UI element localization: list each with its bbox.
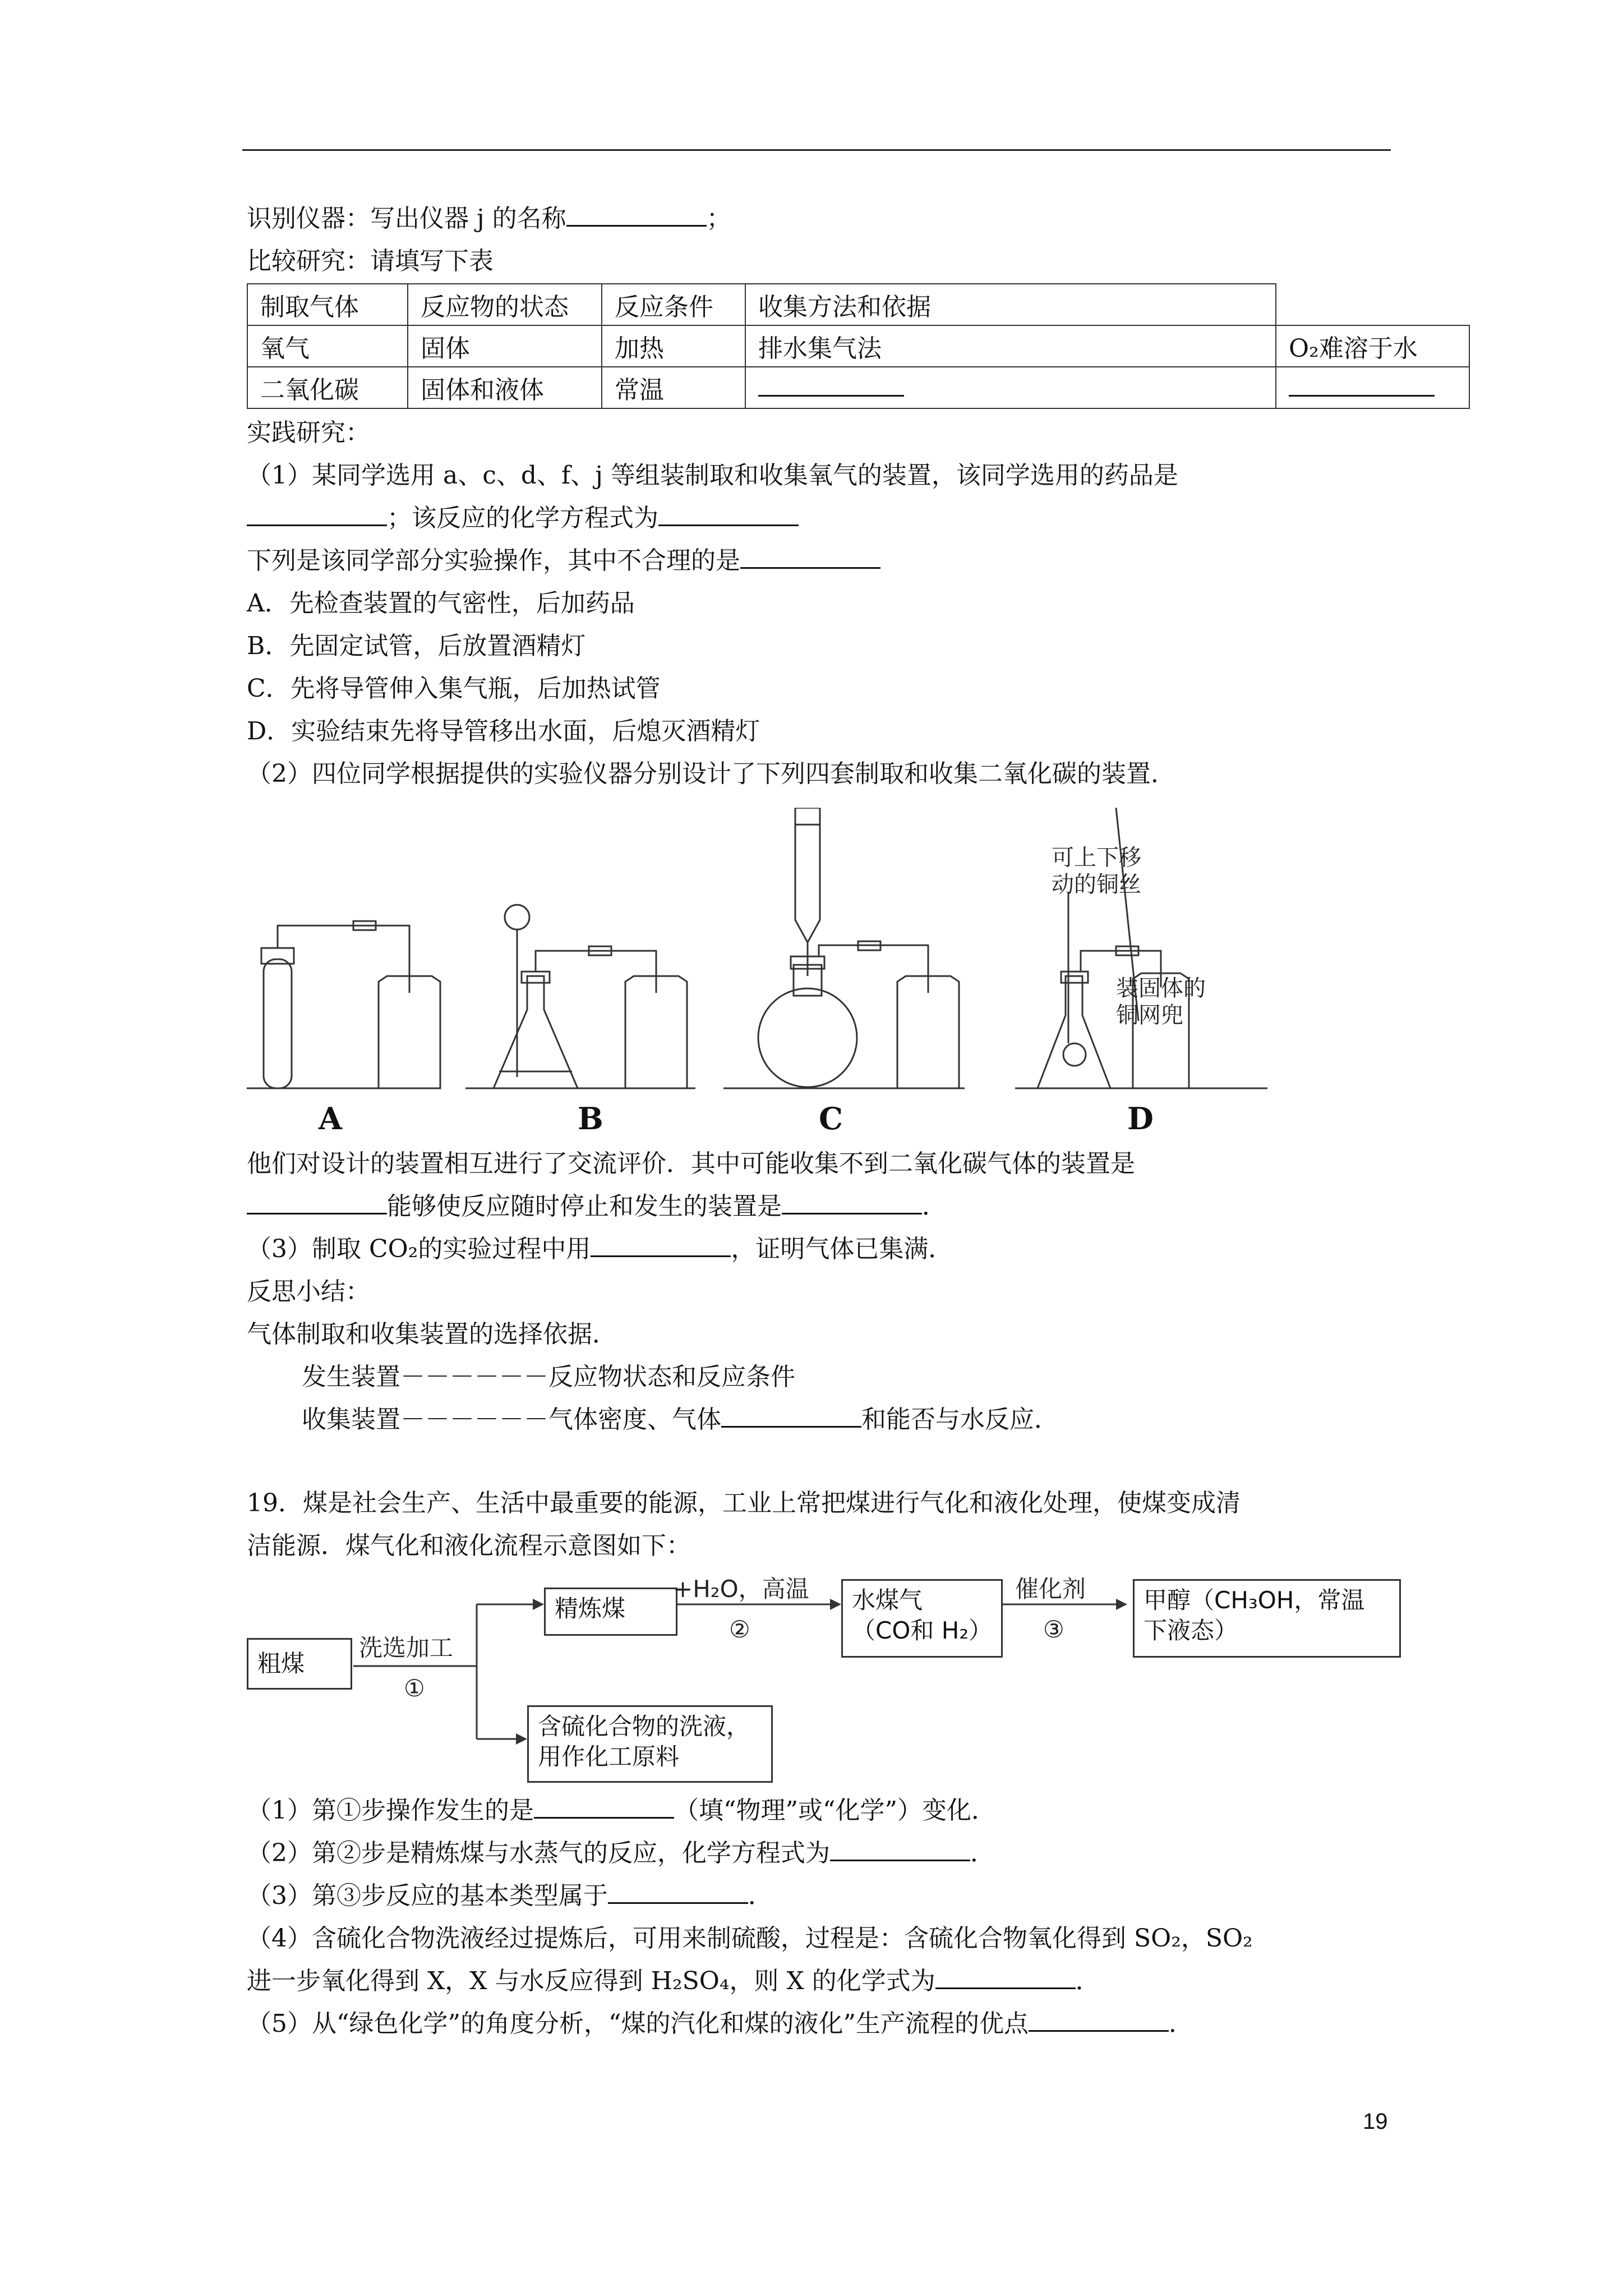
methanol-line: 甲醇（CH₃OH，常温 (1144, 1586, 1365, 1614)
q3-text-end: ，证明气体已集满． (731, 1235, 953, 1263)
sulfur-line: 含硫化合物的洗液， (538, 1713, 750, 1740)
apparatus-label-a: A (319, 1101, 342, 1137)
q19-sub4-line1: （4）含硫化合物洗液经过提炼后，可用来制硫酸，过程是：含硫化合物氧化得到 SO₂，SO₂ (247, 1924, 1253, 1953)
sub1-text: （1）第①步操作发生的是 (247, 1796, 534, 1825)
water-gas-line: （CO和 H₂） (852, 1617, 993, 1644)
annot-line: 装固体的 (1116, 976, 1206, 1001)
table-cell: 固体和液体 (408, 367, 602, 408)
d-mesh-annotation (1116, 975, 1206, 1029)
header-rule (242, 149, 1391, 151)
table-row (247, 325, 1469, 367)
table-cell: 排水集气法 (745, 325, 1276, 367)
table-cell: O₂难溶于水 (1276, 325, 1469, 367)
answer-blank[interactable] (1029, 2008, 1169, 2032)
collection-text: 收集装置－－－－－－气体密度、气体 (302, 1405, 721, 1434)
table-cell: 制取气体 (247, 284, 408, 325)
apparatus-label-b: B (578, 1101, 603, 1137)
option-a: A．先检查装置的气密性，后加药品 (247, 589, 635, 618)
practice-q1-line3 (247, 544, 880, 578)
table-row (247, 367, 1469, 408)
answer-blank[interactable] (534, 1795, 674, 1819)
comparison-table (247, 283, 1470, 409)
d-wire-annotation (1052, 844, 1141, 898)
reflect-basis: 气体制取和收集装置的选择依据． (247, 1320, 617, 1349)
table-cell[interactable] (1276, 367, 1469, 408)
punct: ． (1075, 1967, 1100, 1995)
answer-blank[interactable] (1289, 372, 1435, 397)
answer-blank[interactable] (247, 502, 387, 526)
q19-sub3 (247, 1879, 773, 1913)
sub5-text: （5）从“绿色化学”的角度分析，“煤的汽化和煤的液化”生产流程的优点 (247, 2009, 1029, 2038)
q1-unreasonable-label: 下列是该同学部分实验操作，其中不合理的是 (247, 546, 740, 575)
sulfur-line: 用作化工原料 (538, 1743, 680, 1770)
apparatus-label-c: C (819, 1101, 843, 1137)
apparatus-label-d: D (1127, 1101, 1154, 1137)
table-cell: 收集方法和依据 (745, 284, 1276, 325)
answer-blank[interactable] (830, 1837, 970, 1861)
option-c: C．先将导管伸入集气瓶，后加热试管 (247, 674, 661, 703)
flow-step2-num: ② (729, 1616, 750, 1643)
answer-blank[interactable] (591, 1233, 731, 1257)
q19-sub1 (247, 1794, 996, 1828)
option-d: D．实验结束先将导管移出水面，后熄灭酒精灯 (247, 717, 760, 746)
flow-step1-num: ① (404, 1674, 425, 1702)
table-cell: 常温 (602, 367, 745, 408)
table-cell[interactable] (745, 367, 1276, 408)
punct: ． (970, 1839, 995, 1867)
q19-sub2 (247, 1837, 995, 1870)
flow-water-gas (841, 1579, 1003, 1658)
q3-text: （3）制取 CO₂的实验过程中用 (247, 1235, 591, 1263)
practice-heading: 实践研究： (247, 418, 370, 447)
q19-sub4-line2 (247, 1964, 1100, 1998)
annot-line: 铜网兜 (1116, 1002, 1183, 1028)
reflect-collection (302, 1403, 1059, 1437)
table-cell: 加热 (602, 325, 745, 367)
identify-question (247, 202, 731, 236)
answer-blank[interactable] (740, 545, 880, 569)
flow-step2-label: +H₂O，高温 (673, 1575, 809, 1603)
answer-blank[interactable] (782, 1190, 922, 1214)
practice-q2-text: （2）四位同学根据提供的实验仪器分别设计了下列四套制取和收集二氧化碳的装置． (247, 760, 1175, 788)
reflect-heading: 反思小结： (247, 1277, 370, 1306)
answer-blank[interactable] (566, 203, 707, 227)
q19-intro-line1: 19．煤是社会生产、生活中最重要的能源，工业上常把煤进行气化和液化处理，使煤变成清 (247, 1489, 1241, 1517)
practice-q1-line2 (247, 501, 799, 535)
identify-text: 识别仪器：写出仪器 j 的名称 (247, 204, 566, 233)
punct: ． (1168, 2009, 1193, 2038)
answer-blank[interactable] (608, 1880, 748, 1904)
q19-intro-line2: 洁能源．煤气化和液化流程示意图如下： (247, 1531, 691, 1560)
collection-text-end: 和能否与水反应． (861, 1405, 1059, 1434)
table-cell: 固体 (408, 325, 602, 367)
practice-q1-text: （1）某同学选用 a、c、d、f、j 等组装制取和收集氧气的装置，该同学选用的药品是 (247, 461, 1178, 490)
flow-methanol (1133, 1579, 1401, 1658)
flow-step1-label: 洗选加工 (359, 1634, 454, 1662)
methanol-line: 下液态） (1144, 1617, 1238, 1644)
flow-step3-label: 催化剂 (1015, 1575, 1086, 1603)
flow-step3-num: ③ (1043, 1616, 1064, 1643)
sub1-text-end: （填“物理”或“化学”）变化． (674, 1796, 996, 1825)
table-header-row (247, 284, 1469, 325)
table-cell (1276, 284, 1469, 325)
punct: ； (706, 204, 731, 233)
q2-eval-line2 (247, 1190, 947, 1223)
flow-sulfur-wash (527, 1705, 773, 1783)
table-cell: 二氧化碳 (247, 367, 408, 408)
option-b: B．先固定试管，后放置酒精灯 (247, 632, 586, 660)
q2-eval-text: 他们对设计的装置相互进行了交流评价．其中可能收集不到二氧化碳气体的装置是 (247, 1149, 1135, 1178)
page-number: 19 (1363, 2109, 1388, 2134)
answer-blank[interactable] (935, 1965, 1076, 1989)
table-cell: 反应条件 (602, 284, 745, 325)
answer-blank[interactable] (758, 372, 904, 397)
q19-sub5 (247, 2007, 1193, 2041)
flow-raw-coal: 粗煤 (247, 1638, 352, 1690)
water-gas-line: 水煤气 (852, 1586, 923, 1614)
q3-line (247, 1232, 953, 1266)
table-cell: 氧气 (247, 325, 408, 367)
annot-line: 动的铜丝 (1052, 872, 1141, 898)
q1-equation-label: ；该反应的化学方程式为 (387, 504, 658, 532)
punct: ． (922, 1192, 947, 1221)
annot-line: 可上下移 (1052, 845, 1141, 871)
flow-refined-coal: 精炼煤 (544, 1588, 677, 1636)
sub4-text: 进一步氧化得到 X，X 与水反应得到 H₂SO₄，则 X 的化学式为 (247, 1967, 935, 1995)
compare-heading: 比较研究：请填写下表 (247, 247, 494, 275)
punct: ． (748, 1881, 773, 1910)
answer-blank[interactable] (721, 1404, 861, 1428)
answer-blank[interactable] (658, 502, 799, 526)
sub2-text: （2）第②步是精炼煤与水蒸气的反应，化学方程式为 (247, 1839, 830, 1867)
table-cell: 反应物的状态 (408, 284, 602, 325)
reflect-generation: 发生装置－－－－－－反应物状态和反应条件 (302, 1363, 795, 1391)
q2-eval-label: 能够使反应随时停止和发生的装置是 (387, 1192, 782, 1221)
sub3-text: （3）第③步反应的基本类型属于 (247, 1881, 608, 1910)
answer-blank[interactable] (247, 1190, 387, 1214)
